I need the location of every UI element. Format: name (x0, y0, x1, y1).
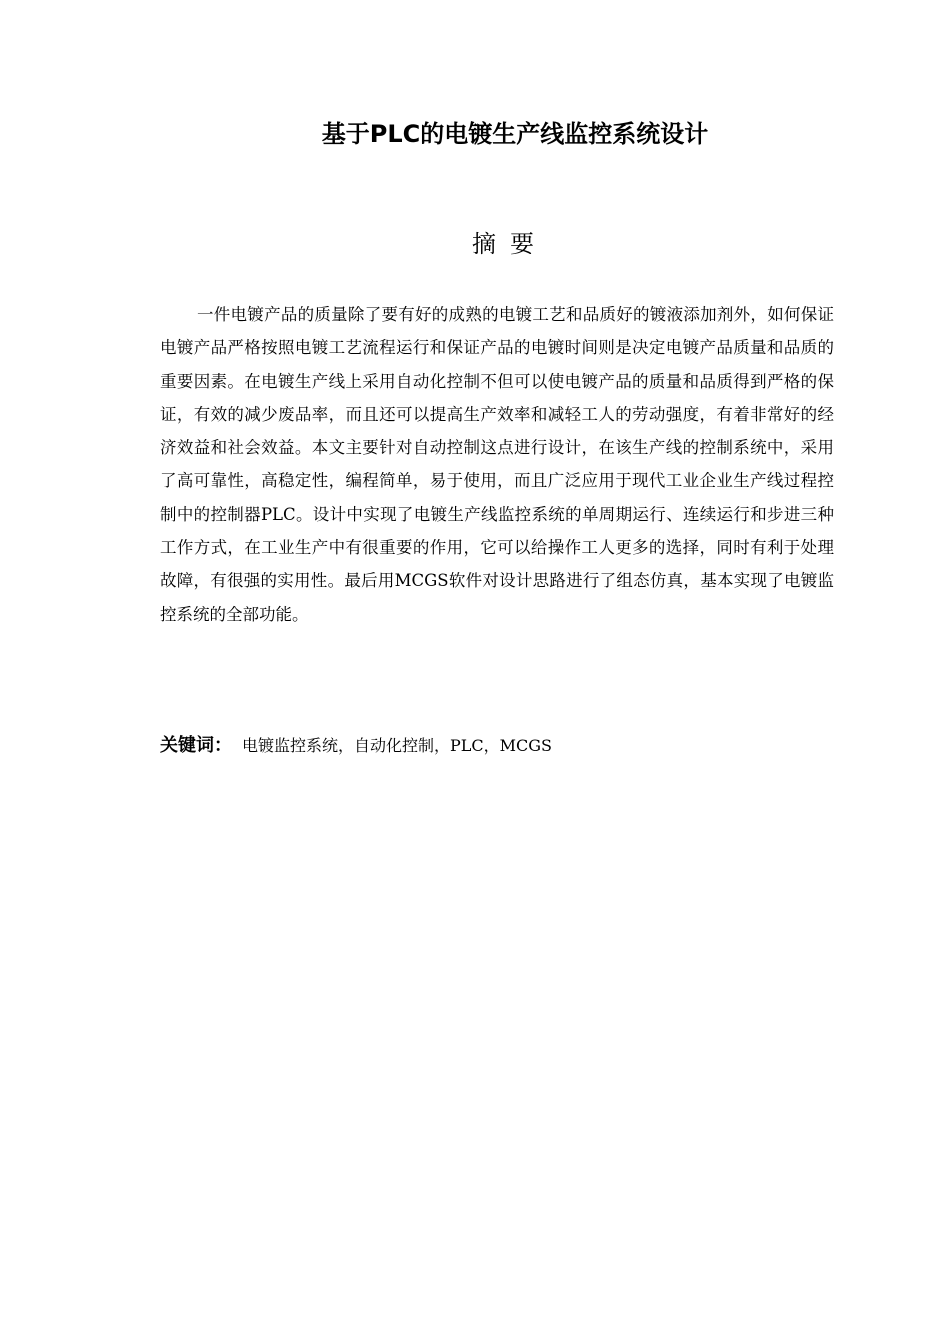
keywords-values: 电镀监控系统，自动化控制，PLC，MCGS (242, 736, 553, 755)
abstract-body: 一件电镀产品的质量除了要有好的成熟的电镀工艺和品质好的镀液添加剂外，如何保证电镀产品严格按照电镀工艺流程运行和保证产品的电镀时间则是决定电镀产品质量和品质的重要因素。在电镀生产线上采用自动化控制不但可以使电镀产品的质量和品质得到严格的保证，有效的减少废品率，而且还可以提高生产效率和减轻工人的劳动强度，有着非常好的经济效益和社会效益。本文主要针对自动控制这点进行设计，在该生产线的控制系统中，采用了高可靠性，高稳定性，编程简单，易于使用，而且广泛应用于现代工业企业生产线过程控制中的控制器PLC。设计中实现了电镀生产线监控系统的单周期运行、连续运行和步进三种工作方式，在工业生产中有很重要的作用，它可以给操作工人更多的选择，同时有利于处理故障，有很强的实用性。最后用MCGS软件对设计思路进行了组态仿真，基本实现了电镀监控系统的全部功能。 (160, 305, 834, 624)
keywords-label: 关键词： (160, 735, 232, 756)
keywords-line (160, 731, 830, 762)
abstract-heading: 摘要 (472, 230, 548, 258)
document-title: 基于PLC的电镀生产线监控系统设计 (321, 120, 709, 148)
